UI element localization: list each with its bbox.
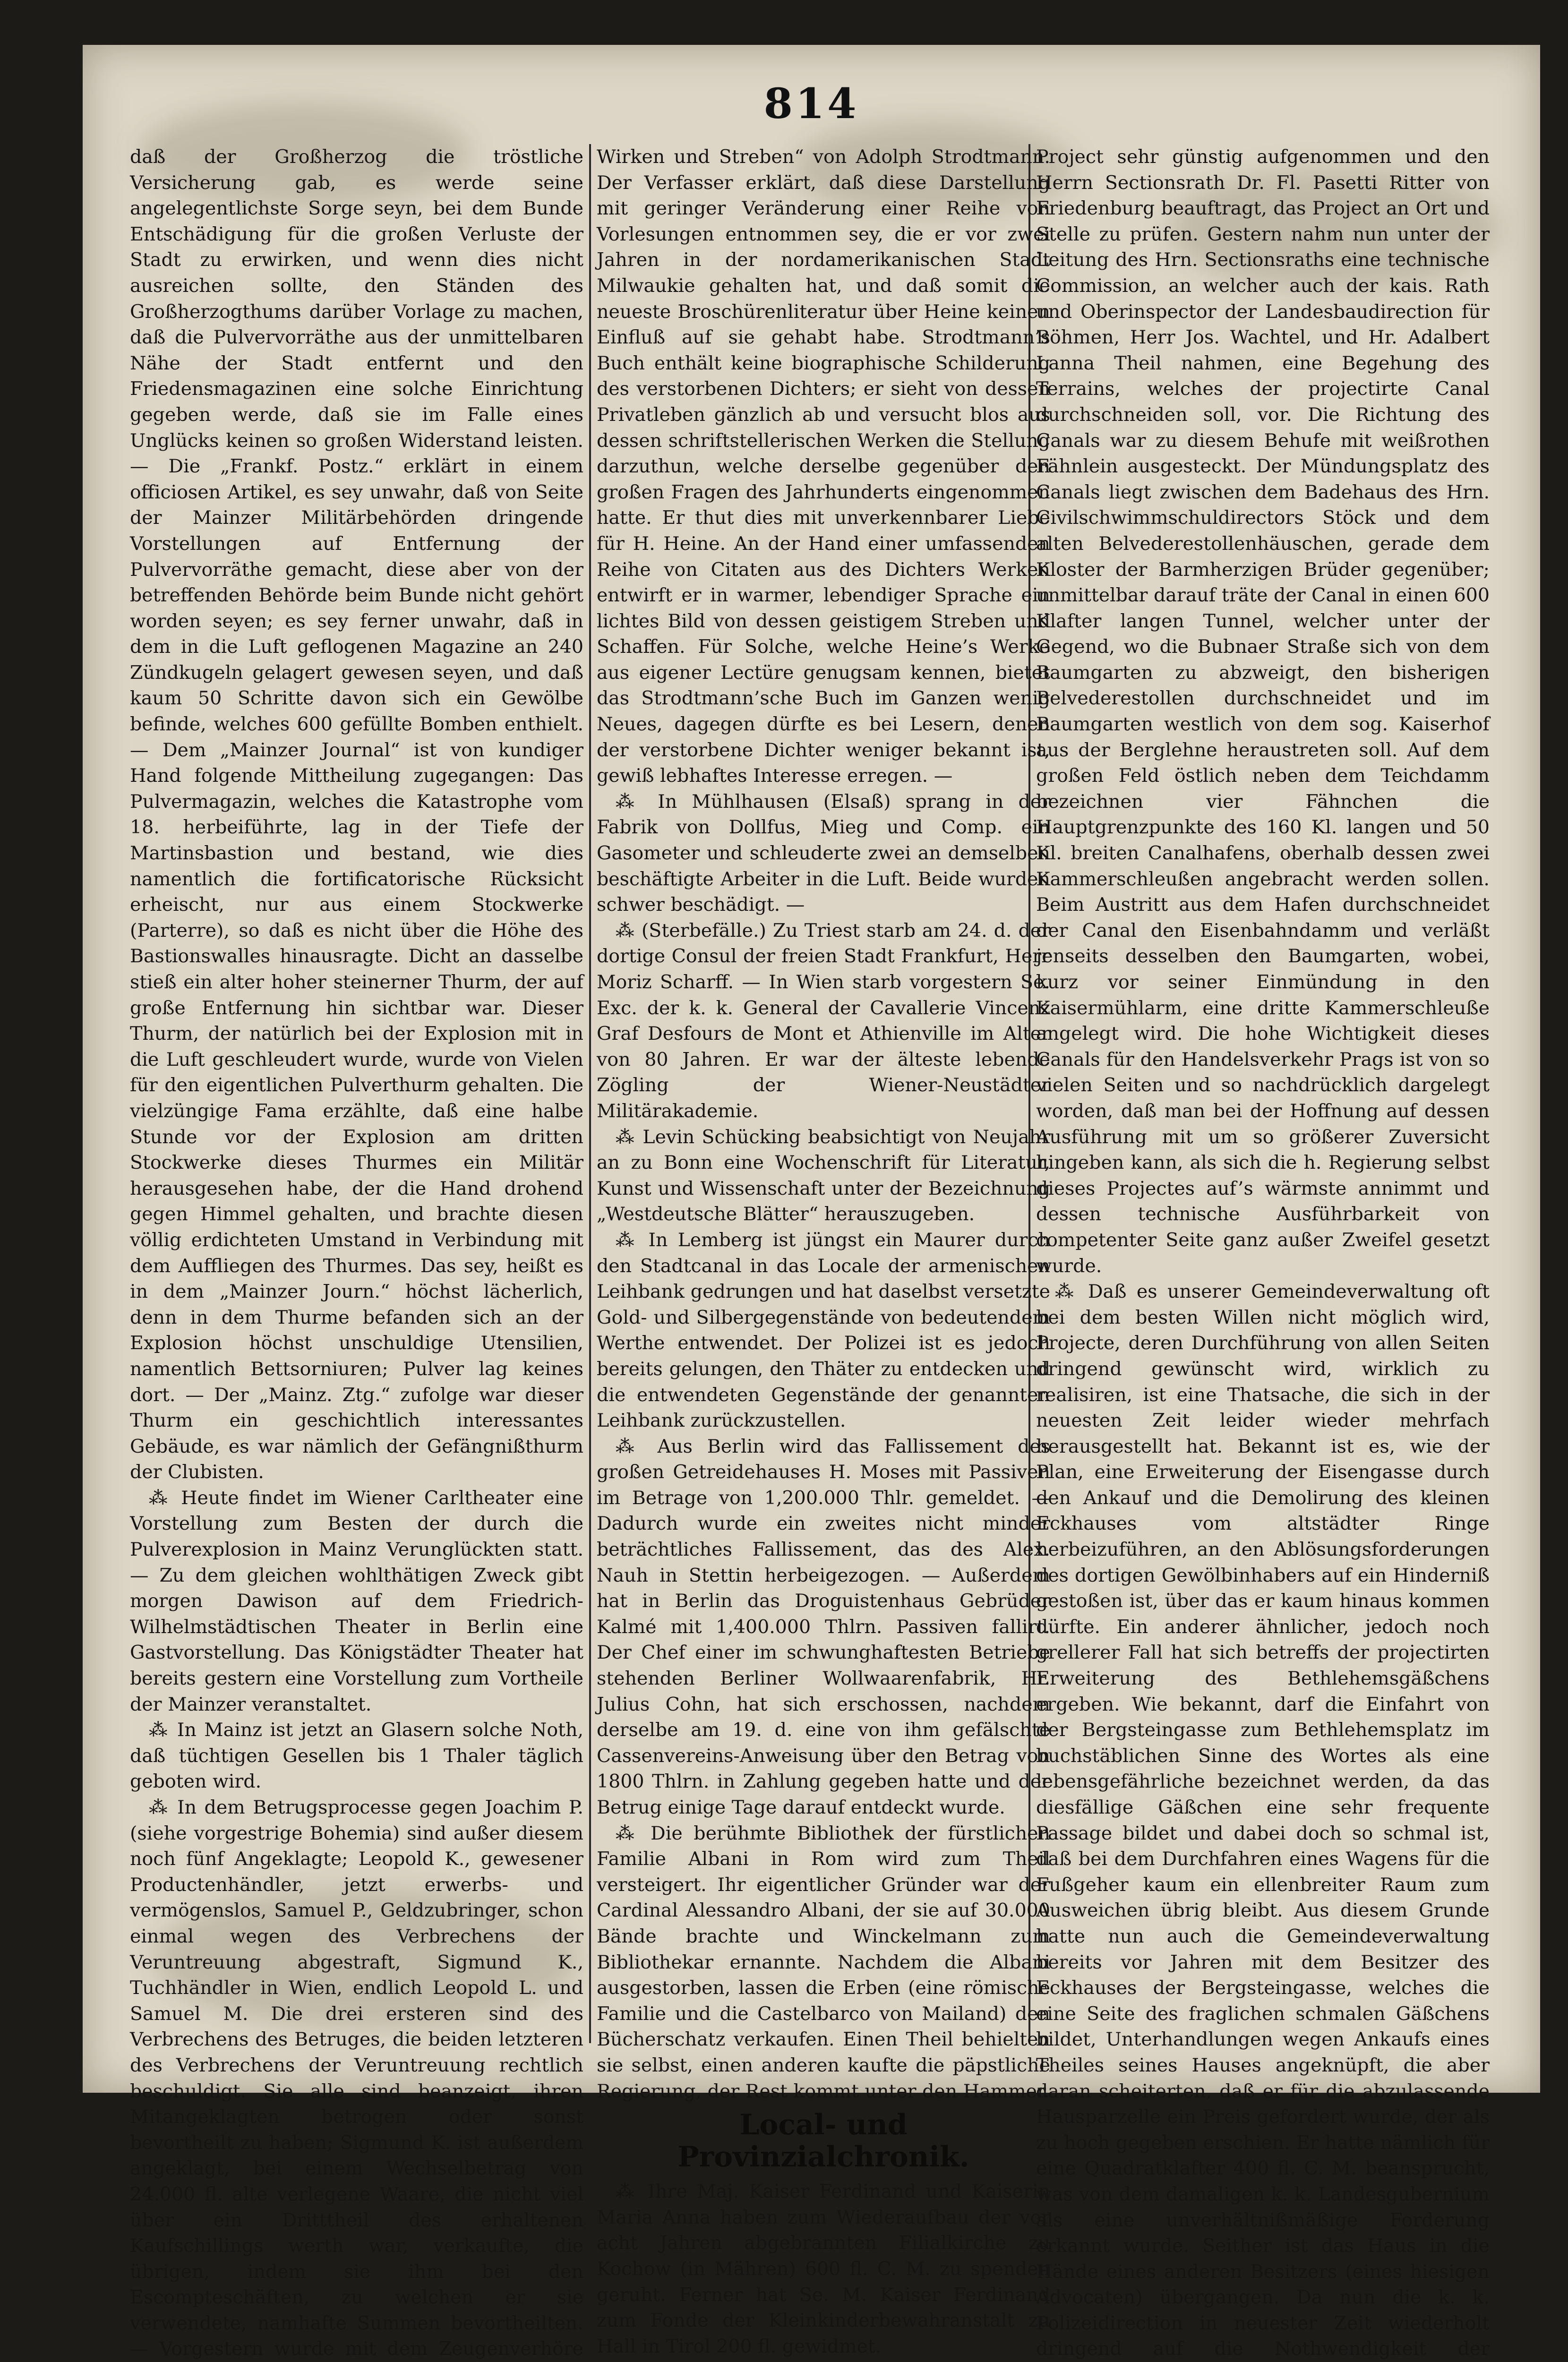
newspaper-page xyxy=(83,45,1540,2360)
section-heading: Local- und Provinzialchronik. xyxy=(677,2108,969,2174)
article-paragraph: ⁂ Ihre Maj. Kaiser Ferdinand und Kaiserin Maria Anna haben zum Wiederaufbau der vor acht Jahren abgebrannten Filialkirche zu Kochow (in Mähren) 600 fl. C. M. zu spenden geruht. Ferner hat Se. M. Kaiser Ferdinand zum Fonde der Kleinkinderbewahranstalt zu Hall in Tirol 200 fl. gewidmet. xyxy=(597,2181,1050,2357)
article-paragraph: ⁂ Daß es unserer Gemeindeverwaltung oft bei dem besten Willen nicht möglich wird, Projecte, deren Durchführung von allen Seiten dringend gewünscht wird, wirklich zu realisiren, ist eine Thatsache, die sich in der neuesten Zeit leider wieder mehrfach herausgestellt hat. Bekannt ist es, wie der Plan, eine Erweiterung der Eisengasse durch den Ankauf und die Demolirung des kleinen Eckhauses vom altstädter Ringe herbeizuführen, an den Ablösungsforderungen des dortigen Gewölbinhabers auf ein Hinderniß gestoßen ist, über das er kaum hinaus kommen dürfte. Ein anderer ähnlicher, jedoch noch grellerer Fall hat sich betreffs der projectirten Erweiterung des Bethlehemsgäßchens ergeben. Wie bekannt, darf die Einfahrt von der Bergsteingasse zum Bethlehemsplatz im buchstäblichen Sinne des Wortes als eine lebensgefährliche bezeichnet werden, da das diesfällige Gäßchen eine sehr frequente Passage bildet und dabei doch so schmal ist, daß bei dem Durchfahren eines Wagens für die Fußgeher kaum ein ellenbreiter Raum zum Ausweichen übrig bleibt. Aus diesem Grunde hatte nun auch die Gemeindeverwaltung bereits vor Jahren mit dem Besitzer des Eckhauses der Bergsteingasse, welches die eine Seite des fraglichen schmalen Gäßchens bildet, Unterhandlungen wegen Ankaufs eines Theiles seines Hauses angeknüpft, die aber daran scheiterten, daß er für die abzulassende Hausparzelle ein Preis gefordert wurde, der als zu hoch gegeben erschien. Er hatte nämlich für eine Quadratklafter 400 fl. C. M. beansprucht, was von dem damaligen k. k. Landesgubernium als eine unverhältnißmäßige Forderung erkannt wurde. Seither ist das Haus in die Hände eines anderen Besitzers (eines hiesigen Advocaten) übergangen. Da nun die k. k. Polizeidirection in neuester Zeit wiederholt dringend auf die Nothwendigkeit der xyxy=(1036,1281,1490,2360)
page-number: 814 xyxy=(763,79,859,128)
article-paragraph: ⁂ Heute findet im Wiener Carltheater eine Vorstellung zum Besten der durch die Pulverexplosion in Mainz Verunglückten statt. — Zu dem gleichen wohlthätigen Zweck gibt morgen Dawison auf dem Friedrich-Wilhelmstädtischen Theater in Berlin eine Gastvorstellung. Das Königstädter Theater hat bereits gestern eine Vorstellung zum Vortheile der Mainzer veranstaltet. xyxy=(130,1487,583,1715)
column-rule xyxy=(589,144,591,2043)
left-column xyxy=(130,144,583,2360)
article-paragraph: Project sehr günstig aufgenommen und den Herrn Sectionsrath Dr. Fl. Pasetti Ritter von Friedenburg beauftragt, das Project an Ort und Stelle zu prüfen. Gestern nahm nun unter der Leitung des Hrn. Sectionsraths eine technische Commission, an welcher auch der kais. Rath und Oberinspector der Landesbaudirection für Böhmen, Herr Jos. Wachtel, und Hr. Adalbert Lanna Theil nahmen, eine Begehung des Terrains, welches der projectirte Canal durchschneiden soll, vor. Die Richtung des Canals war zu diesem Behufe mit weißrothen Fähnlein ausgesteckt. Der Mündungsplatz des Canals liegt zwischen dem Badehaus des Hrn. Civilschwimmschuldirectors Stöck und dem alten Belvederestollenhäuschen, gerade dem Kloster der Barmherzigen Brüder gegenüber; unmittelbar darauf träte der Canal in einen 600 Klafter langen Tunnel, welcher unter der Gegend, wo die Bubnaer Straße sich von dem Baumgarten zu abzweigt, den bisherigen Belvederestollen durchschneidet und im Baumgarten westlich von dem sog. Kaiserhof aus der Berglehne heraustreten soll. Auf dem großen Feld östlich neben dem Teichdamm bezeichnen vier Fähnchen die Hauptgrenzpunkte des 160 Kl. langen und 50 Kl. breiten Canalhafens, oberhalb dessen zwei Kammerschleußen angebracht werden sollen. Beim Austritt aus dem Hafen durchschneidet der Canal den Eisenbahndamm und verläßt jenseits desselben den Baumgarten, wobei, kurz vor seiner Einmündung in den Kaisermühlarm, eine dritte Kammerschleuße angelegt wird. Die hohe Wichtigkeit dieses Canals für den Handelsverkehr Prags ist von so vielen Seiten und so nachdrücklich dargelegt worden, daß man bei der Hoffnung auf dessen Ausführung mit um so größerer Zuversicht hingeben kann, als sich die h. Regierung selbst dieses Projectes auf’s wärmste annimmt und dessen technische Ausführbarkeit von competenter Seite ganz außer Zweifel gesetzt wurde. xyxy=(1036,146,1490,1277)
article-paragraph xyxy=(597,2359,1050,2362)
article-paragraph: ⁂ In Lemberg ist jüngst ein Maurer durch den Stadtcanal in das Locale der armenischen Leihbank gedrungen und hat daselbst versetzte Gold- und Silbergegenstände von bedeutendem Werthe entwendet. Der Polizei ist es jedoch bereits gelungen, den Thäter zu entdecken und die entwendeten Gegenstände der genannten Leihbank zurückzustellen. xyxy=(597,1229,1050,1432)
article-paragraph: ⁂ (Sterbefälle.) Zu Triest starb am 24. d. der dortige Consul der freien Stadt Frankfurt, Herr Moriz Scharff. — In Wien starb vorgestern Se. Exc. der k. k. General der Cavallerie Vincenz Graf Desfours de Mont et Athienville im Alter von 80 Jahren. Er war der älteste lebende Zögling der Wiener-Neustädter Militärakademie. xyxy=(597,919,1050,1122)
article-paragraph: ⁂ Levin Schücking beabsichtigt von Neujahr an zu Bonn eine Wochenschrift für Literatur, Kunst und Wissenschaft unter der Bezeichnung „Westdeutsche Blätter“ herauszugeben. xyxy=(597,1126,1050,1225)
article-paragraph: ⁂ In dem Betrugsprocesse gegen Joachim P. (siehe vorgestrige Bohemia) sind außer diesem noch fünf Angeklagte; Leopold K., gewesener Productenhändler, jetzt erwerbs- und vermögenslos, Samuel P., Geldzubringer, schon einmal wegen des Verbrechens der Veruntreuung abgestraft, Sigmund K., Tuchhändler in Wien, endlich Leopold L. und Samuel M. Die drei ersteren sind des Verbrechens des Betruges, die beiden letzteren des Verbrechens der Veruntreuung rechtlich beschuldigt. Sie alle sind beanzeigt, ihren Mitangeklagten betrogen oder sonst bevortheilt zu haben; Sigmund K. ist außerdem angeklagt, bei einem Wechselbetrag von 24.000 fl. alte verlegene Waare, die nicht viel über ein Dritttheil des erhaltenen Kaufschillings werth war, verkaufte, die übrigen, indem sie ihm bei den Escompteschäften, zu welchen er sie verwendete, namhafte Summen bevortheilten. — Vorgestern wurde mit dem Zeugenverhöre xyxy=(130,1797,583,2360)
article-paragraph: ⁂ In Mühlhausen (Elsaß) sprang in der Fabrik von Dollfus, Mieg und Comp. ein Gasometer und schleuderte zwei an demselben beschäftigte Arbeiter in die Luft. Beide wurden schwer beschädigt. — xyxy=(597,790,1050,916)
article-paragraph: ⁂ Aus Berlin wird das Fallissement des großen Getreidehauses H. Moses mit Passiven im Betrage von 1,200.000 Thlr. gemeldet. — Dadurch wurde ein zweites nicht minder beträchtliches Fallissement, das des Alex. Nauh in Stettin herbeigezogen. — Außerdem hat in Berlin das Droguistenhaus Gebrüder Kalmé mit 1,400.000 Thlrn. Passiven fallirt. Der Chef einer im schwunghaftesten Betriebe stehenden Berliner Wollwaarenfabrik, Hr. Julius Cohn, hat sich erschossen, nachdem derselbe am 19. d. eine von ihm gefälschte Cassenvereins-Anweisung über den Betrag von 1800 Thlrn. in Zahlung gegeben hatte und der Betrug einige Tage darauf entdeckt wurde. xyxy=(597,1435,1050,1818)
middle-column xyxy=(597,144,1050,2357)
article-paragraph: ⁂ In Mainz ist jetzt an Glasern solche Noth, daß tüchtigen Gesellen bis 1 Thaler täglich geboten wird. xyxy=(130,1719,583,1793)
article-paragraph: ⁂ Die berühmte Bibliothek der fürstlichen Familie Albani in Rom wird zum Theil versteigert. Ihr eigentlicher Gründer war der Cardinal Alessandro Albani, der sie auf 30.000 Bände brachte und Winckelmann zum Bibliothekar ernannte. Nachdem die Albani ausgestorben, lassen die Erben (eine römische Familie und die Castelbarco von Mailand) den Bücherschatz verkaufen. Einen Theil behielten sie selbst, einen anderen kaufte die päpstliche Regierung, der Rest kommt unter den Hammer. xyxy=(597,1822,1050,2102)
right-column xyxy=(1036,144,1490,2360)
article-paragraph: Wirken und Streben“ von Adolph Strodtmann. Der Verfasser erklärt, daß diese Darstellung mit geringer Veränderung einer Reihe von Vorlesungen entnommen sey, die er vor zwei Jahren in der nordamerikanischen Stadt Milwaukie gehalten hat, und daß somit die neueste Broschürenliteratur über Heine keinen Einfluß auf sie gehabt habe. Strodtmann’s Buch enthält keine biographische Schilderung des verstorbenen Dichters; er sieht von dessen Privatleben gänzlich ab und versucht blos aus dessen schriftstellerischen Werken die Stellung darzuthun, welche derselbe gegenüber den großen Fragen des Jahrhunderts eingenommen hatte. Er thut dies mit unverkennbarer Liebe für H. Heine. An der Hand einer umfassenden Reihe von Citaten aus des Dichters Werken entwirft er in warmer, lebendiger Sprache ein lichtes Bild von dessen geistigem Streben und Schaffen. Für Solche, welche Heine’s Werke aus eigener Lectüre genugsam kennen, bietet das Strodtmann’sche Buch im Ganzen wenig Neues, dagegen dürfte es bei Lesern, denen der verstorbene Dichter weniger bekannt ist, gewiß lebhaftes Interesse erregen. — xyxy=(597,146,1050,787)
article-paragraph: daß der Großherzog die tröstliche Versicherung gab, es werde seine angelegentlichste Sorge seyn, bei dem Bunde Entschädigung für die großen Verluste der Stadt zu erwirken, und wenn dies nicht ausreichen sollte, den Ständen des Großherzogthums darüber Vorlage zu machen, daß die Pulvervorräthe aus der unmittelbaren Nähe der Stadt entfernt und den Friedensmagazinen eine solche Einrichtung gegeben werde, daß sie im Falle eines Unglücks keinen so großen Widerstand leisten. — Die „Frankf. Postz.“ erklärt in einem officiosen Artikel, es sey unwahr, daß von Seite der Mainzer Militärbehörden dringende Vorstellungen auf Entfernung der Pulvervorräthe gemacht, diese aber von der betreffenden Behörde beim Bunde nicht gehört worden seyen; es sey ferner unwahr, daß in dem in die Luft geflogenen Magazine an 240 Zündkugeln gelagert gewesen seyen, und daß kaum 50 Schritte davon sich ein Gewölbe befinde, welches 600 gefüllte Bomben enthielt. — Dem „Mainzer Journal“ ist von kundiger Hand folgende Mittheilung zugegangen: Das Pulvermagazin, welches die Katastrophe vom 18. herbeiführte, lag in der Tiefe der Martinsbastion und bestand, wie dies namentlich die fortificatorische Rücksicht erheischt, nur aus einem Stockwerke (Parterre), so daß es nicht über die Höhe des Bastionswalles hinausragte. Dicht an dasselbe stieß ein alter hoher steinerner Thurm, der auf große Entfernung hin sichtbar war. Dieser Thurm, der natürlich bei der Explosion mit in die Luft geschleudert wurde, wurde von Vielen für den eigentlichen Pulverthurm gehalten. Die vielzüngige Fama erzählte, daß eine halbe Stunde vor der Explosion am dritten Stockwerke dieses Thurmes ein Militär herausgesehen habe, der die Hand drohend gegen Himmel gehalten, und brachte diesen völlig erdichteten Umstand in Verbindung mit dem Auffliegen des Thurmes. Das sey, heißt es in dem „Mainzer Journ.“ höchst lächerlich, denn in dem Thurme befanden sich an der Explosion höchst unschuldige Utensilien, namentlich Bettsorniuren; Pulver lag keines dort. — Der „Mainz. Ztg.“ zufolge war dieser Thurm ein geschichtlich interessantes Gebäude, es war nämlich der Gefängnißthurm der Clubisten. xyxy=(130,146,583,1483)
